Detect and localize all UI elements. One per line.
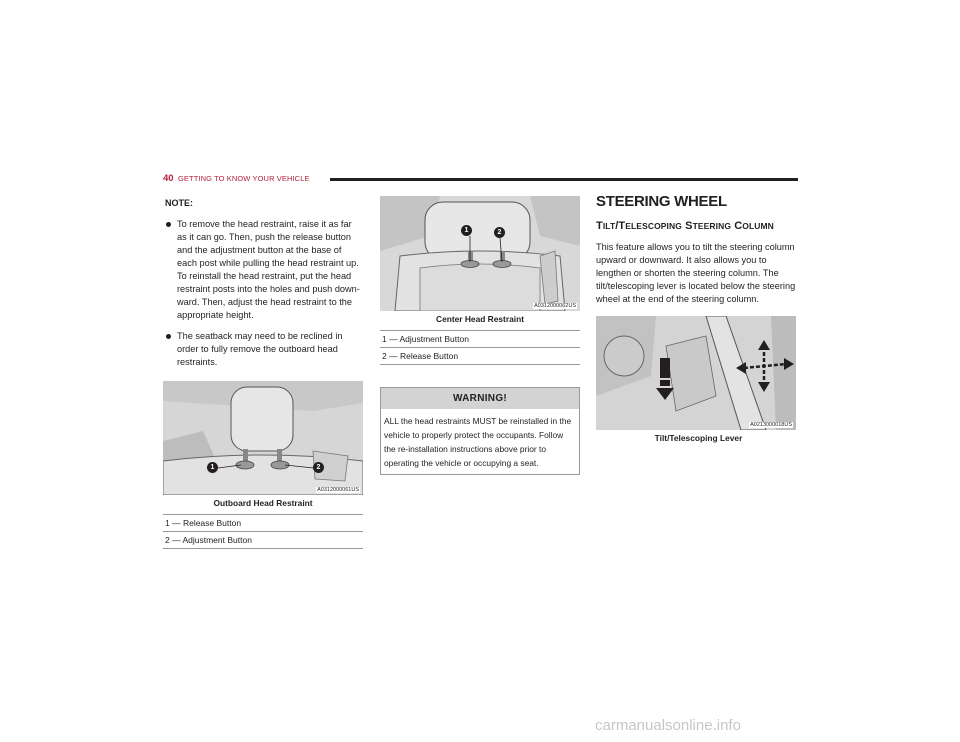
figure-legend xyxy=(380,330,580,365)
figure-legend xyxy=(163,514,363,549)
legend-item: 1 — Release Button xyxy=(163,515,363,532)
callout-1: 1 xyxy=(461,225,472,236)
section-heading: STEERING WHEEL xyxy=(596,193,727,210)
warning-box xyxy=(380,387,580,475)
subheading-part: T xyxy=(596,220,603,232)
subheading-part: /T xyxy=(615,220,626,232)
section-title: GETTING TO KNOW YOUR VEHICLE xyxy=(178,174,310,183)
bullet-icon xyxy=(166,222,171,227)
center-head-restraint-illustration xyxy=(380,196,580,311)
bullet-text: To remove the head restraint, raise it as far as it can go. Then, push the release button and the adjustment button at the base of each post while pulling the head restraint up. To reinstall the head restraint, put the head restraint posts into the holes and push down-ward. Then, adjust the head restraint to the appropriate height. xyxy=(177,219,360,320)
column-1 xyxy=(163,198,363,549)
warning-text: ALL the head restraints MUST be reinstalled in the vehicle to properly protect the occupants. Follow the re-installation instructions above prior to operating the vehicle or occupying a seat. xyxy=(384,416,572,468)
legend-item: 2 — Adjustment Button xyxy=(163,532,363,549)
legend-item: 1 — Adjustment Button xyxy=(380,331,580,348)
subheading-part: S xyxy=(681,220,693,232)
subheading-part: OLUMN xyxy=(742,221,774,231)
callout-2: 2 xyxy=(494,227,505,238)
bullet-item xyxy=(163,330,363,369)
subsection-heading xyxy=(596,220,801,232)
bullet-item xyxy=(163,218,363,322)
subheading-part: TEERING xyxy=(692,221,732,231)
subheading-part: C xyxy=(731,220,743,232)
column-3 xyxy=(596,195,801,443)
tilt-telescoping-lever-illustration xyxy=(596,316,796,430)
note-label: NOTE: xyxy=(165,198,193,208)
page-header xyxy=(163,173,798,187)
figure-caption: Tilt/Telescoping Lever xyxy=(654,433,743,443)
figure-code: A0312000062US xyxy=(534,303,576,309)
warning-title: WARNING! xyxy=(381,388,579,409)
figure-caption: Outboard Head Restraint xyxy=(213,498,313,508)
column-2 xyxy=(380,196,580,475)
outboard-head-restraint-illustration xyxy=(163,381,363,495)
bullet-icon xyxy=(166,334,171,339)
callout-1: 1 xyxy=(207,462,218,473)
legend-item: 2 — Release Button xyxy=(380,348,580,365)
body-paragraph: This feature allows you to tilt the steering column upward or downward. It also allows you to lengthen or shorten the steering column. The tilt/telescoping lever is located below the steering wheel at the end of the steering column. xyxy=(596,242,796,304)
figure-code: A0213000018US xyxy=(750,422,792,428)
watermark-text: carmanualsonline.info xyxy=(595,717,741,734)
header-rule xyxy=(330,178,798,181)
figure-caption: Center Head Restraint xyxy=(436,314,524,324)
bullet-text: The seatback may need to be reclined in order to fully remove the outboard head restraints. xyxy=(177,331,343,367)
subheading-part: ILT xyxy=(602,221,616,231)
page-number: 40 xyxy=(163,173,174,184)
callout-2: 2 xyxy=(313,462,324,473)
subheading-part: ELESCOPING xyxy=(625,221,682,231)
figure-code: A0312000061US xyxy=(317,487,359,493)
